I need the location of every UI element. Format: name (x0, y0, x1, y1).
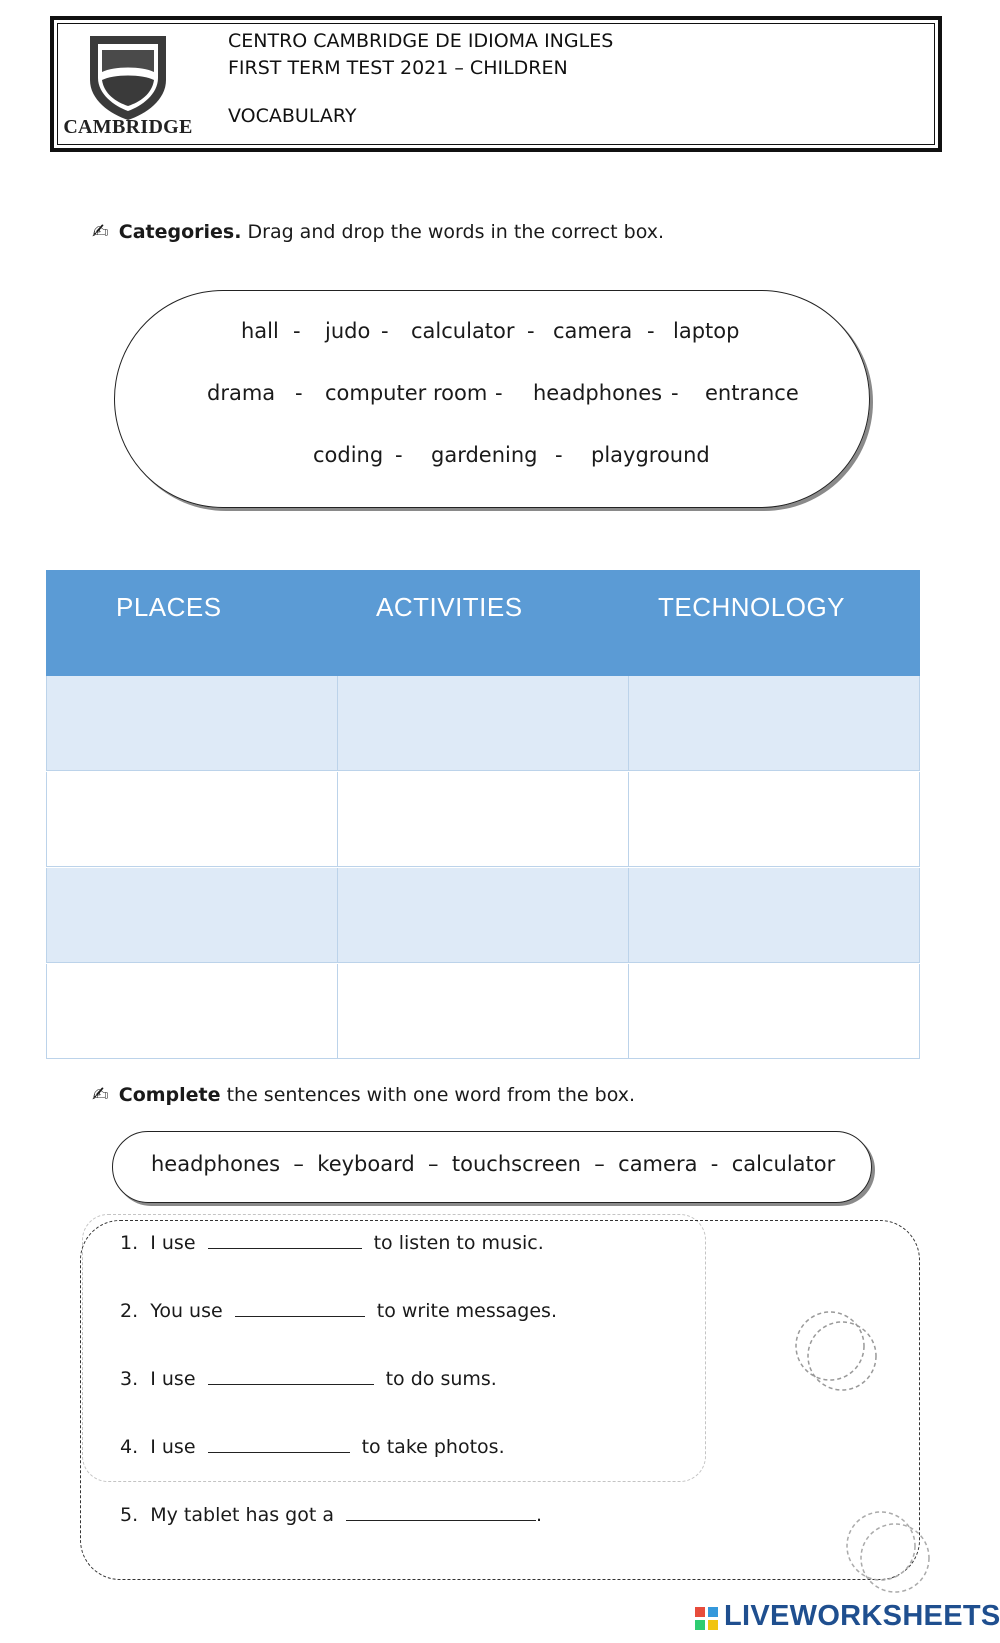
drop-cell-technology[interactable] (628, 868, 920, 963)
section-title: VOCABULARY (228, 105, 357, 127)
sentence-text: I use (150, 1232, 196, 1254)
pencil-icon: ✍ (92, 219, 109, 243)
separator: - (293, 319, 301, 343)
complete-instruction (92, 1082, 635, 1106)
sentence-text: . (536, 1504, 543, 1526)
test-title: FIRST TERM TEST 2021 – CHILDREN (228, 57, 568, 79)
sentence-5 (120, 1504, 542, 1526)
drop-cell-activities[interactable] (337, 868, 628, 963)
word-coding[interactable]: coding (313, 443, 384, 467)
separator: - (495, 381, 503, 405)
separator: - (295, 381, 303, 405)
sentence-text: My tablet has got a (150, 1504, 334, 1526)
answer-blank-3[interactable] (208, 1368, 374, 1385)
sentence-number: 2. (120, 1300, 139, 1322)
instruction-title: Categories. (118, 221, 242, 243)
word-bank-text: headphones – keyboard – touchscreen – camera - calculator (151, 1152, 836, 1176)
word-drama[interactable]: drama (207, 381, 276, 405)
answer-blank-5[interactable] (346, 1504, 536, 1521)
answer-blank-1[interactable] (208, 1232, 362, 1249)
sentence-text: to write messages. (376, 1300, 557, 1322)
drop-cell-technology[interactable] (628, 772, 920, 867)
logo-text: CAMBRIDGE (63, 116, 193, 138)
word-judo[interactable]: judo (325, 319, 371, 343)
separator: - (647, 319, 655, 343)
brand-text: LIVEWORKSHEETS (724, 1600, 1000, 1632)
sentence-number: 5. (120, 1504, 139, 1526)
cambridge-shield-icon (80, 30, 176, 122)
word-gardening[interactable]: gardening (431, 443, 538, 467)
sentence-4 (120, 1436, 505, 1458)
word-camera[interactable]: camera (553, 319, 633, 343)
drop-cell-places[interactable] (46, 772, 337, 867)
answer-blank-2[interactable] (235, 1300, 365, 1317)
word-bank-categories (114, 290, 870, 508)
category-table (46, 570, 920, 1059)
sentence-number: 1. (120, 1232, 139, 1254)
sentence-3 (120, 1368, 497, 1390)
separator: - (381, 319, 389, 343)
instruction-text: the sentences with one word from the box. (226, 1084, 636, 1106)
drop-cell-technology[interactable] (628, 964, 920, 1059)
categories-instruction (92, 219, 664, 243)
separator: - (555, 443, 563, 467)
header-places: PLACES (116, 592, 222, 622)
sentence-text: to do sums. (385, 1368, 497, 1390)
decorative-circles-icon (780, 1300, 900, 1420)
sentence-text: to listen to music. (373, 1232, 544, 1254)
table-row (46, 676, 920, 772)
header-activities: ACTIVITIES (376, 592, 523, 622)
table-row (46, 868, 920, 964)
drop-cell-activities[interactable] (337, 676, 628, 771)
drop-cell-places[interactable] (46, 868, 337, 963)
drop-cell-activities[interactable] (337, 772, 628, 867)
word-calculator[interactable]: calculator (411, 319, 515, 343)
header-technology: TECHNOLOGY (658, 592, 846, 622)
word-computer-room[interactable]: computer room (325, 381, 488, 405)
table-row (46, 772, 920, 868)
instruction-title: Complete (118, 1084, 221, 1106)
school-name: CENTRO CAMBRIDGE DE IDIOMA INGLES (228, 30, 614, 52)
sentence-2 (120, 1300, 557, 1322)
drop-cell-activities[interactable] (337, 964, 628, 1059)
word-entrance[interactable]: entrance (705, 381, 799, 405)
table-row (46, 964, 920, 1060)
sentence-text: to take photos. (361, 1436, 505, 1458)
word-hall[interactable]: hall (241, 319, 279, 343)
sentence-1 (120, 1232, 544, 1254)
sentence-number: 4. (120, 1436, 139, 1458)
liveworksheets-logo-icon (694, 1606, 720, 1632)
word-bank-sentences (112, 1131, 872, 1203)
instruction-text: Drag and drop the words in the correct box. (247, 221, 665, 243)
sentence-text: I use (150, 1368, 196, 1390)
drop-cell-places[interactable] (46, 676, 337, 771)
word-playground[interactable]: playground (591, 443, 710, 467)
drop-cell-technology[interactable] (628, 676, 920, 771)
word-laptop[interactable]: laptop (673, 319, 740, 343)
sentence-text: I use (150, 1436, 196, 1458)
table-header (46, 570, 920, 676)
separator: - (671, 381, 679, 405)
answer-blank-4[interactable] (208, 1436, 350, 1453)
separator: - (395, 443, 403, 467)
sentence-number: 3. (120, 1368, 139, 1390)
drop-cell-places[interactable] (46, 964, 337, 1059)
separator: - (527, 319, 535, 343)
pencil-icon: ✍ (92, 1082, 109, 1106)
sentence-text: You use (150, 1300, 223, 1322)
word-headphones[interactable]: headphones (533, 381, 663, 405)
